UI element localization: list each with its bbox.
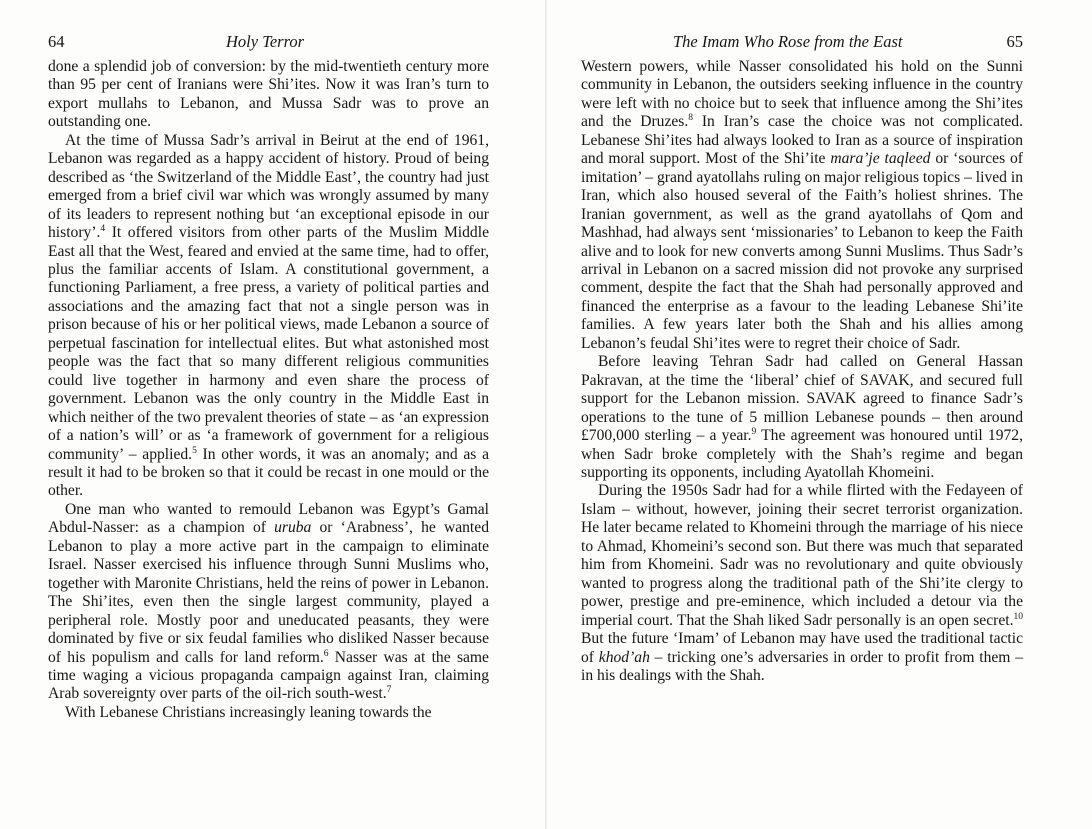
- left-body-text: [48, 58, 489, 722]
- italic-term: khod’ah: [598, 648, 650, 666]
- book-gutter: [545, 0, 547, 829]
- text-run: done a splendid job of conversion: by the mid-twentieth century more than 95 per cent of Iranians were Shi’ites. Now it was Iran’s turn to export mullahs to Lebanon, and Mussa Sadr was to prove an outstanding one.: [48, 58, 489, 131]
- text-run: But the future ‘Imam’ of Lebanon may have used the traditional tactic of: [581, 630, 1023, 666]
- text-run: It offered visitors from other parts of the Muslim Middle East all that the West, feared and envied at the same time, had to offer, plus the familiar accents of Islam. A constitutional government, a functioning Parliament, a free press, a variety of political parties and associations and the amazing fact that not a single person was in prison because of his or her political views, made Lebanon a source of perpetual fascination for intellectual elites. But what astonished most people was the fact that so many different religious communities could live together in harmony and even share the process of government. Lebanon was the only country in the Middle East in which neither of the two prevalent theories of state – as ‘an expression of a nation’s will’ or as ‘a framework of government for a religious community’ – applied.: [48, 224, 489, 463]
- text-run: Western powers, while Nasser consolidated his hold on the Sunni community in Lebanon, the outsiders seeking influence in the country were left with no choice but to seek that influence among the Shi’ites and the Druzes.: [581, 58, 1023, 131]
- right-running-title: The Imam Who Rose from the East: [673, 32, 903, 51]
- text-run: Before leaving Tehran Sadr had called on General Hassan Pakravan, at the time the ‘liberal’ chief of SAVAK, and secured full support for the Lebanon mission. SAVAK agreed to finance Sadr’s operations to the tune of 5 million Lebanese pounds – then around £700,000 sterling – a year.: [581, 353, 1023, 445]
- text-run: or ‘sources of imitation’ – grand ayatollahs ruling on major religious topics – lived in Iran, which also housed several of the Faith’s holiest shrines. The Iranian government, as well as the grand ayatollahs of Qom and Mashhad, had always sent ‘missionaries’ to Lebanon to keep the Faith alive and to look for new converts among Sunni Muslims. Thus Sadr’s arrival in Lebanon on a sacred mission did not provoke any surprised comment, despite the fact that the Shah had personally approved and financed the enterprise as a favour to the leading Lebanese Shi’ite families. A few years later both the Shah and his allies among Lebanon’s feudal Shi’ites were to regret their choice of Sadr.: [581, 150, 1023, 352]
- text-run: During the 1950s Sadr had for a while flirted with the Fedayeen of Islam – without, however, joining their secret terrorist organization. He later became related to Khomeini through the marriage of his niece to Ahmad, Khomeini’s second son. But there was much that separated him from Khomeini. Sadr was no revolutionary and quite obviously wanted to progress along the traditional path of the Shi’ite clergy to power, prestige and pre-eminence, which included a detour via the imperial court. That the Shah liked Sadr personally is an open secret.: [581, 482, 1023, 629]
- paragraph: [48, 704, 489, 722]
- text-run: One man who wanted to remould Lebanon was Egypt’s Gamal Abdul-Nasser: as a champion of: [48, 500, 489, 537]
- right-page: [581, 32, 1023, 685]
- italic-term: mara’je taqleed: [830, 150, 931, 168]
- footnote-ref: 7: [386, 685, 392, 696]
- text-run: With Lebanese Christians increasingly leaning towards the: [65, 703, 432, 721]
- right-running-head: [581, 32, 1023, 58]
- text-run: At the time of Mussa Sadr’s arrival in Beirut at the end of 1961, Lebanon was regarded as a happy accident of history. Proud of being described as ‘the Switzerland of the Middle East’, the country had just emerged from a brief civil war which was wrongly assumed by many of its leaders to represent nothing but ‘an exceptional episode in our history’.: [48, 131, 489, 242]
- text-run: Nasser was at the same time waging a vicious propaganda campaign against Iran, claiming Arab sovereignty over parts of the oil-rich south-west.: [48, 648, 489, 703]
- text-run: or ‘Arabness’, he wanted Lebanon to play a more active part in the campaign to eliminate Israel. Nasser exercised his influence through Sunni Muslims who, together with Maronite Christians, held the reins of power in Lebanon. The Shi’ites, even then the single largest community, played a peripheral role. Mostly poor and uneducated peasants, they were dominated by five or six feudal families who disliked Nasser because of his populism and calls for land reform.: [48, 519, 489, 666]
- paragraph: [581, 353, 1023, 482]
- paragraph: [581, 58, 1023, 353]
- paragraph: [581, 482, 1023, 685]
- left-running-title: Holy Terror: [226, 32, 305, 51]
- text-run: The agreement was honoured until 1972, when Sadr broke completely with the Shah’s regime and began supporting its opponents, including Ayatollah Khomeini.: [581, 427, 1023, 481]
- paragraph: [48, 58, 489, 132]
- text-run: – tricking one’s adversaries in order to profit from them – in his dealings with the Shah.: [581, 648, 1023, 684]
- footnote-ref: 6: [323, 648, 329, 659]
- footnote-ref: 8: [688, 113, 694, 124]
- paragraph: [48, 501, 489, 704]
- left-page-number: 64: [48, 32, 65, 51]
- footnote-ref: 5: [192, 445, 197, 456]
- text-run: In other words, it was an anomaly; and as a result it had to be broken so that it could be recast in one mould or the other.: [48, 445, 489, 500]
- footnote-ref: 4: [100, 224, 106, 235]
- left-running-head: [48, 32, 489, 58]
- right-page-number: 65: [1006, 32, 1023, 51]
- paragraph: [48, 132, 489, 501]
- right-body-text: [581, 58, 1023, 685]
- text-run: In Iran’s case the choice was not complicated. Lebanese Shi’ites had always looked to Iran as a source of inspiration and moral support. Most of the Shi’ite: [581, 113, 1023, 168]
- italic-term: uruba: [274, 519, 312, 537]
- footnote-ref: 9: [751, 427, 757, 438]
- footnote-ref: 10: [1013, 611, 1023, 622]
- left-page: [48, 32, 489, 722]
